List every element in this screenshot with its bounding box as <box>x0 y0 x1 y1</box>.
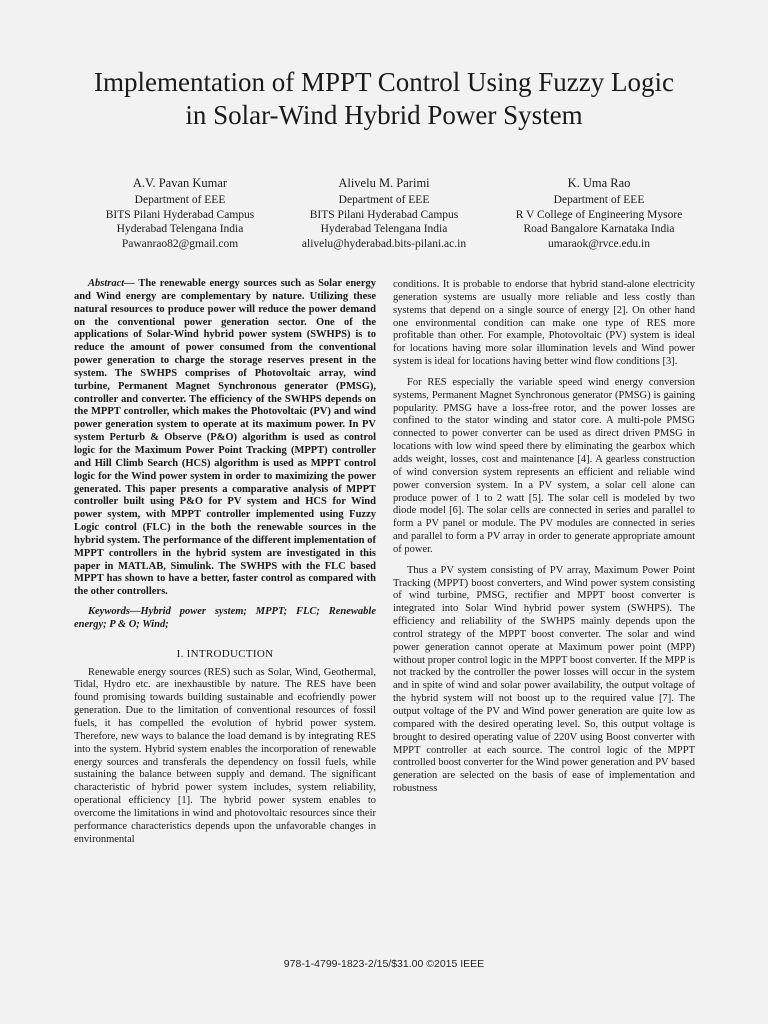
author-name: A.V. Pavan Kumar <box>132 176 228 190</box>
paper-title <box>40 66 728 132</box>
author-institution: BITS Pilani Hyderabad Campus <box>105 208 255 221</box>
author-location: Hyderabad Telengana India <box>320 223 448 236</box>
abstract-label: Abstract— <box>88 278 135 289</box>
body-paragraph-1: conditions. It is probable to endorse that hybrid stand-alone electricity generation systems are usually more reliable and less costly than systems that depend on a single source of energy [2]. On other hand one environmental condition can make one type of RES more profitable than other. For example, Photovoltaic (PV) system is ideal for locations having more solar illumination levels and Wind power system is ideal for locations having better wind flow conditions [3]. <box>393 279 695 368</box>
left-column <box>74 278 376 846</box>
author-1 <box>74 176 286 252</box>
author-email: umaraok@rvce.edu.in <box>548 238 650 251</box>
author-2 <box>284 176 484 252</box>
author-3 <box>494 176 704 252</box>
copyright-footer: 978-1-4799-1823-2/15/$31.00 ©2015 IEEE <box>283 958 485 970</box>
abstract-text: The renewable energy sources such as Solar energy and Wind energy are complementary by nature. Utilizing these natural resources to produce power will reduce the power demand on the conventional power generation sector. One of the applications of Solar-Wind hybrid power system (SWHPS) is to reduce the amount of power consumed from the conventional power generation to charge the storage reserves present in the system. The SWHPS comprises of Photovoltaic array, wind turbine, Permanent Magnet Synchronous generator (PMSG), controller and converter. The efficiency of the SWHPS depends on the MPPT controller, which makes the Photovoltaic (PV) and wind power generation system to operate at its maximum power. In PV system Perturb & Observe (P&O) algorithm is used as control logic for the Maximum Power Point Tracking (MPPT) controller and Hill Climb Search (HCS) algorithm is used as MPPT control logic for the Wind power system in order to maximizing the power generated. This paper presents a comparative analysis of MPPT controller built using P&O for PV system and HCS for Wind power system, with MPPT controller implemented using Fuzzy Logic control (FLC) in the both the renewable sources in the hybrid system. The performance of the different implementation of MPPT controllers in the hybrid system are investigated in this paper in MATLAB, Simulink. The SWHPS with the FLC based MPPT has shown to have a better, faster control as compared with the other controllers. <box>74 278 376 598</box>
title-line-1: Implementation of MPPT Control Using Fuzzy Logic <box>94 67 674 97</box>
author-dept: Department of EEE <box>338 193 430 206</box>
intro-paragraph: Renewable energy sources (RES) such as Solar, Wind, Geothermal, Tidal, Hydro etc. are inexhaustible by nature. The RES have been found promising towards building sustainable and ecofriendly power generation. Due to the limitation of conventional resources of fossil fuels, it has compelled the evolution of hybrid power system. Therefore, new ways to balance the load demand is by integrating RES into the system. Hybrid system enables the incorporation of renewable energy sources and transferals the dependency on fossil fuels, while sustaining the balance between supply and demand. The significant characteristic of hybrid power system includes, system reliability, operational efficiency [1]. The hybrid power system enables to overcome the limitations in wind and photovoltaic resources since their performance characteristics depends upon the unfavorable changes in environmental <box>74 666 376 845</box>
author-institution: R V College of Engineering Mysore <box>515 208 683 221</box>
keywords: Keywords—Hybrid power system; MPPT; FLC; Renewable energy; P & O; Wind; <box>74 606 376 630</box>
author-name: Alivelu M. Parimi <box>338 176 430 190</box>
right-column <box>393 279 695 796</box>
body-paragraph-3: Thus a PV system consisting of PV array, Maximum Power Point Tracking (MPPT) boost converters, and Wind power system consisting of wind turbine, PMSG, rectifier and MPPT boost converter is integrated into Solar Wind hybrid power system (SWHPS). The efficiency and reliability of the SWHPS mainly depends upon the control strategy of the MPPT boost converter. The solar and wind power generation cannot operate at Maximum power point (MPP) without proper control logic in the MPPT boost converter. If the MPP is not tracked by the controller the power losses will occur in the system and in spite of wind and solar power availability, the output voltage of the hybrid system will not boost up to the required value [7]. The output voltage of the PV and Wind power generation are quite low as compared with the desired operating level. So, this output voltage is brought to desired operating value of 220V using Boost converter with MPPT controller at each source. The control logic of the MPPT controlled boost converter for the Wind power generation and PV based generation are selected on the basis of ease of implementation and robustness <box>393 564 695 795</box>
author-dept: Department of EEE <box>553 193 645 206</box>
section-heading-introduction: I. INTRODUCTION <box>176 647 274 660</box>
author-email: Pawanrao82@gmail.com <box>121 238 239 251</box>
author-dept: Department of EEE <box>134 193 226 206</box>
abstract <box>74 278 376 599</box>
author-name: K. Uma Rao <box>567 176 631 190</box>
body-paragraph-2: For RES especially the variable speed wind energy conversion systems, Permanent Magnet Synchronous generator (PMSG) is gaining popularity. PMSG have a loss-free rotor, and the power losses are confined to the stator winding and stator core. A multi-pole PMSG connected to power converter can be used as direct driven PMSG in locations with low wind speed there by eliminating the gearbox which adds weight, losses, cost and maintenance [4]. A gearless construction of wind conversion system represents an efficient and reliable wind power conversion system. In a PV system, a solar cell alone can produce power of 1 to 2 watt [5]. The solar cell is modeled by two diode model [6]. The solar cells are connected in series and parallel to form a PV panel or module. The PV modules are connected in series and parallel to form a PV array in order to generate appropriate amount of power. <box>393 376 695 555</box>
title-line-2: in Solar-Wind Hybrid Power System <box>185 100 583 130</box>
author-institution: BITS Pilani Hyderabad Campus <box>309 208 459 221</box>
author-location: Road Bangalore Karnataka India <box>523 223 675 236</box>
author-location: Hyderabad Telengana India <box>116 223 244 236</box>
author-email: alivelu@hyderabad.bits-pilani.ac.in <box>301 238 467 251</box>
